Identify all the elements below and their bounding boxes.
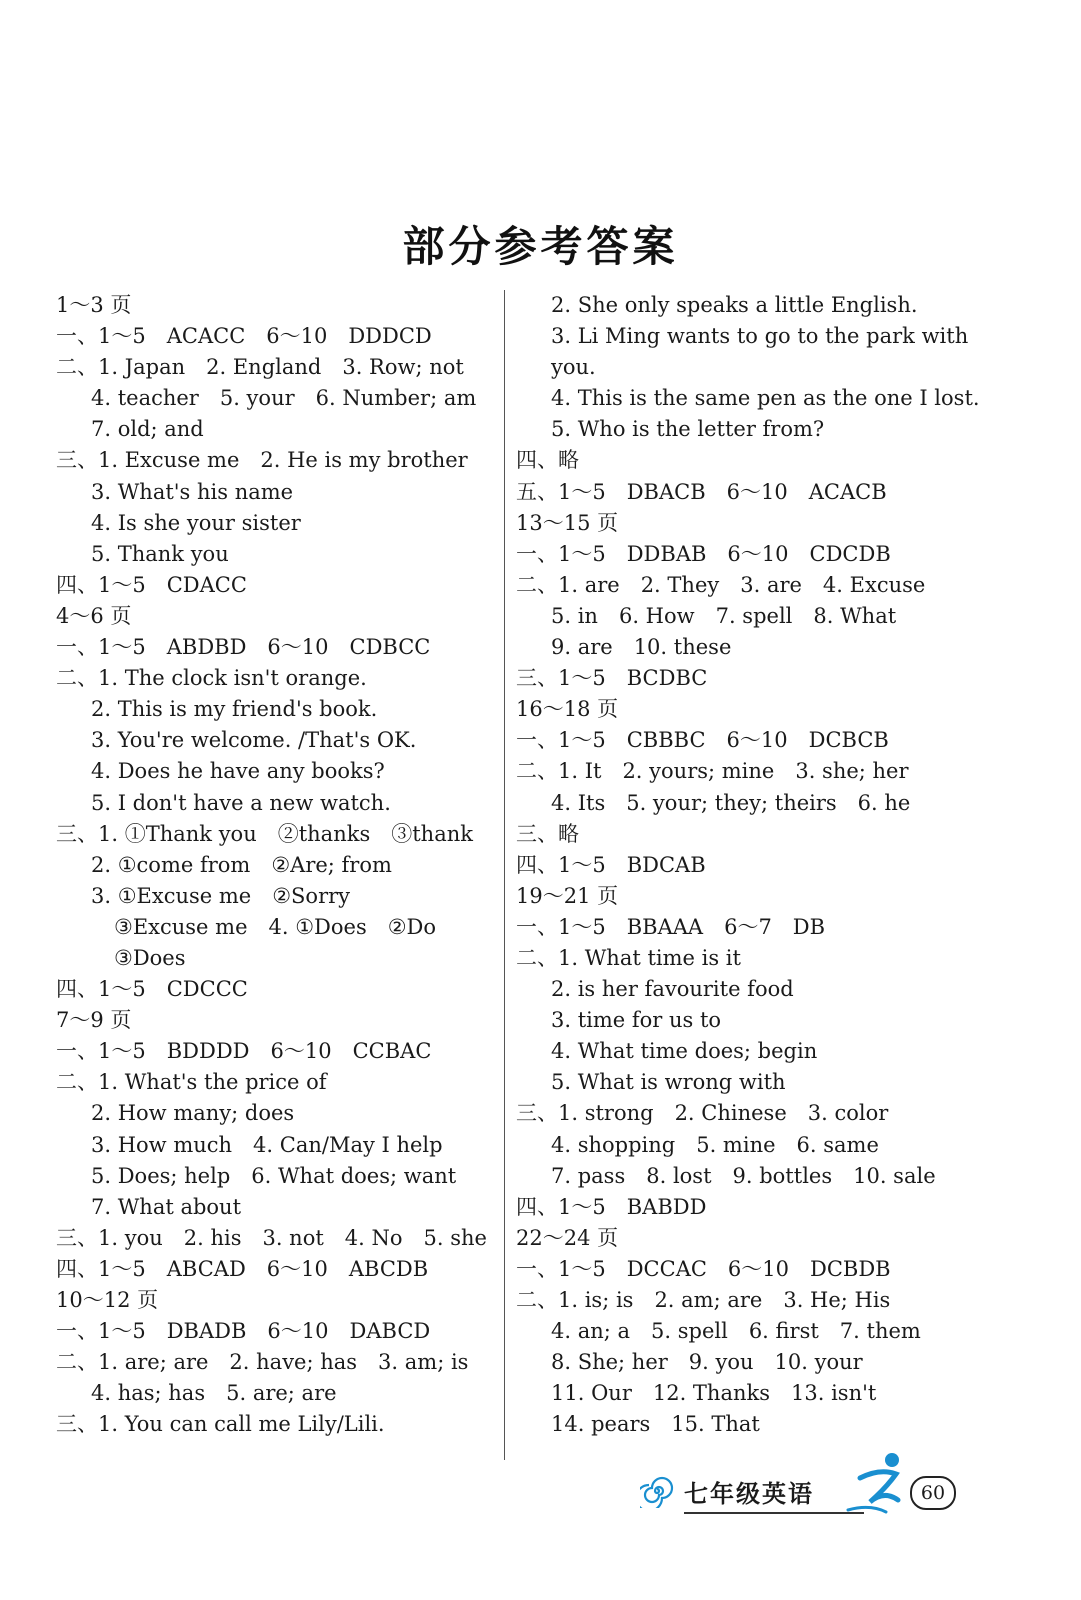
answer-line: 四、1～5 BABDD [516,1194,707,1219]
answer-line: 二、1. Japan 2. England 3. Row; not [56,355,464,380]
answer-line: 2. This is my friend's book. [91,697,378,722]
answer-line: 7. pass 8. lost 9. bottles 10. sale [551,1163,936,1188]
answer-line: 二、1. is; is 2. am; are 3. He; His [516,1288,891,1312]
answer-line: 三、1～5 BCDBC [516,666,708,691]
answer-line: 11. Our 12. Thanks 13. isn't [551,1381,877,1406]
answer-line: 2. is her favourite food [551,977,794,1002]
answer-line: 4. an; a 5. spell 6. first 7. them [551,1319,921,1344]
answer-line: 14. pears 15. That [551,1412,760,1437]
answer-line: 二、1. What's the price of [56,1070,327,1095]
answer-line: 四、1～5 CDACC [56,572,247,597]
section-heading: 10～12 页 [56,1288,159,1312]
column-divider [504,290,505,1460]
answer-line: 4. What time does; begin [551,1039,818,1064]
answer-line: 4. This is the same pen as the one I lost. [551,386,980,411]
answer-line: 4. has; has 5. are; are [91,1381,337,1406]
answer-line: 三、略 [516,821,579,846]
answer-line: 4. Does he have any books? [91,759,385,784]
answer-line: 二、1. are; are 2. have; has 3. am; is [56,1350,469,1375]
answer-line: 三、1. You can call me Lily/Lili. [56,1412,385,1437]
answer-line: 二、1. are 2. They 3. are 4. Excuse [516,572,926,597]
section-heading: 13～15 页 [516,510,619,535]
answer-line: ③Does [114,945,186,970]
answer-line: 一、1～5 BDDDD 6～10 CCBAC [56,1039,432,1064]
answer-line: 3. Li Ming wants to go to the park with [551,324,969,349]
answer-line: 5. in 6. How 7. spell 8. What [551,603,897,628]
answer-line: 2. How many; does [91,1101,295,1126]
answer-column-left [56,290,496,1440]
page-footer [640,1468,1040,1528]
answer-line: 5. What is wrong with [551,1070,786,1095]
answer-line: 二、1. It 2. yours; mine 3. she; her [516,759,909,784]
answer-line: 一、1～5 DDBAB 6～10 CDCDB [516,541,891,566]
answer-line: 5. Does; help 6. What does; want [91,1163,457,1188]
answer-line: 4. shopping 5. mine 6. same [551,1132,879,1157]
answer-line: 8. She; her 9. you 10. your [551,1350,863,1375]
answer-line: 3. ①Excuse me ②Sorry [91,883,351,908]
answer-column-right [516,290,986,1440]
answer-line: 2. ①come from ②Are; from [91,852,392,877]
answer-line: 四、1～5 ABCAD 6～10 ABCDB [56,1256,429,1281]
answer-line: 7. What about [91,1194,242,1219]
answer-line: 3. What's his name [91,479,294,504]
answer-line: 7. old; and [91,417,204,442]
answer-line: 一、1～5 DCCAC 6～10 DCBDB [516,1256,891,1281]
answer-line: 三、1. ①Thank you ②thanks ③thank [56,821,473,846]
answer-line: 三、1. strong 2. Chinese 3. color [516,1101,889,1126]
answer-line: 二、1. The clock isn't orange. [56,666,367,691]
page-title: 部分参考答案 [402,222,679,271]
answer-line: 4. Its 5. your; they; theirs 6. he [551,790,911,815]
answer-line: ③Excuse me 4. ①Does ②Do [114,914,437,939]
answer-line: 4. teacher 5. your 6. Number; am [91,386,477,411]
answer-line: 四、1～5 BDCAB [516,852,706,877]
section-heading: 7～9 页 [56,1008,132,1033]
answer-line: 3. How much 4. Can/May I help [91,1132,443,1157]
answer-line: 二、1. What time is it [516,945,741,970]
section-heading: 22～24 页 [516,1225,619,1250]
answer-line: 一、1～5 CBBBC 6～10 DCBCB [516,728,889,753]
section-heading: 19～21 页 [516,883,619,908]
section-heading: 1～3 页 [56,293,132,317]
answer-line: you. [551,355,596,380]
answer-line: 三、1. you 2. his 3. not 4. No 5. she [56,1225,487,1250]
answer-line: 一、1～5 ABDBD 6～10 CDBCC [56,635,431,660]
runner-icon [840,1450,920,1520]
answer-line: 一、1～5 ACACC 6～10 DDDCD [56,324,432,349]
answer-line: 四、1～5 CDCCC [56,977,248,1002]
answer-line: 2. She only speaks a little English. [551,293,918,317]
answer-line: 4. Is she your sister [91,510,301,535]
answer-line: 四、略 [516,448,579,473]
answer-line: 9. are 10. these [551,635,732,660]
section-heading: 4～6 页 [56,603,132,628]
answer-line: 3. time for us to [551,1008,722,1033]
page-number: 60 [910,1476,956,1510]
answer-line: 5. Thank you [91,541,229,566]
section-heading: 16～18 页 [516,697,619,722]
answer-line: 一、1～5 DBADB 6～10 DABCD [56,1319,431,1344]
answer-line: 一、1～5 BBAAA 6～7 DB [516,914,826,939]
answer-line: 5. I don't have a new watch. [91,790,391,815]
footer-label: 七年级英语 [684,1480,814,1508]
answer-line: 3. You're welcome. /That's OK. [91,728,417,753]
answer-line: 5. Who is the letter from? [551,417,825,442]
footer-underline [684,1512,864,1514]
spiral-icon [640,1474,674,1508]
answer-line: 三、1. Excuse me 2. He is my brother [56,448,468,473]
answer-line: 五、1～5 DBACB 6～10 ACACB [516,479,887,504]
